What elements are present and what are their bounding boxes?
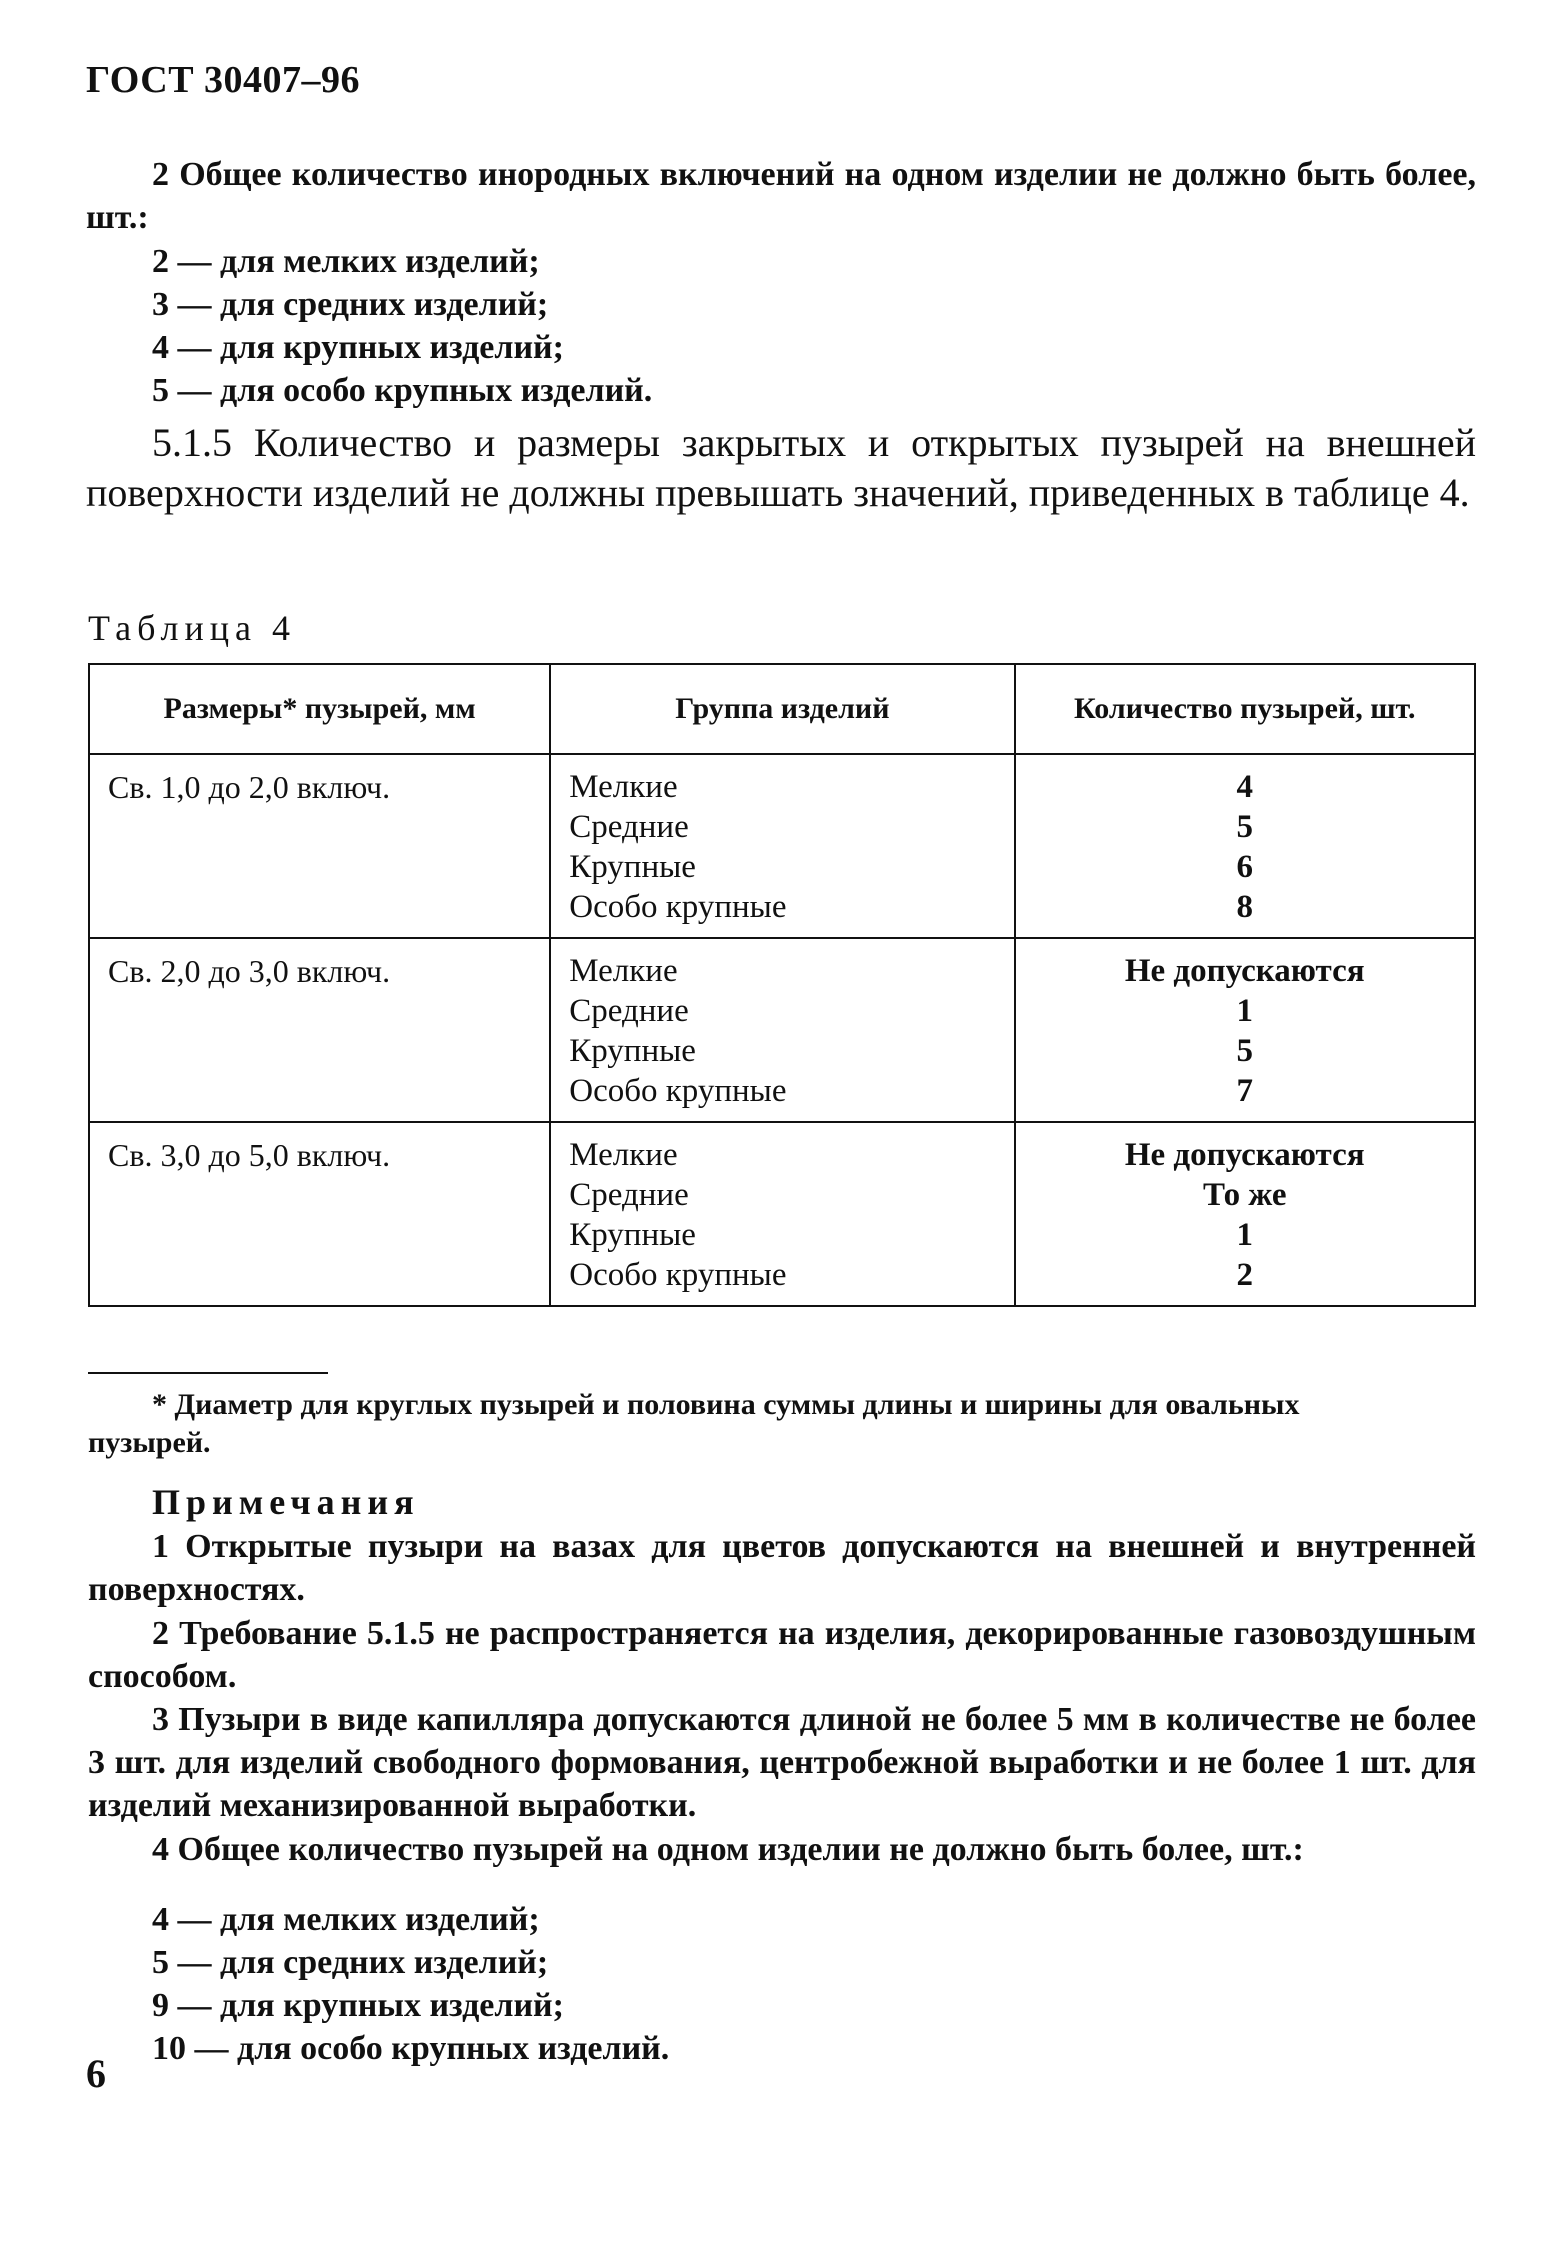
count-item: 8	[1236, 889, 1254, 925]
table-header-row	[89, 664, 1475, 754]
group-item: Мелкие	[569, 1137, 678, 1173]
page-number: 6	[86, 2051, 106, 2096]
note-3	[88, 1698, 1476, 1827]
count-item: 6	[1236, 849, 1254, 885]
count-item: Не допускаются	[1124, 1137, 1365, 1173]
count-cell	[1015, 938, 1475, 1122]
table-row	[89, 1122, 1475, 1306]
size-cell: Св. 1,0 до 2,0 включ.	[89, 754, 550, 938]
count-item: То же	[1203, 1177, 1287, 1213]
footnote-divider	[88, 1372, 328, 1374]
count-item: 2	[1236, 1257, 1254, 1293]
notes-title: Примечания	[152, 1482, 420, 1522]
list-item: 4 — для мелких изделий;	[152, 1901, 540, 1938]
table-row	[89, 754, 1475, 938]
table-row	[89, 938, 1475, 1122]
note-4	[88, 1828, 1476, 1871]
list-item: 10 — для особо крупных изделий.	[152, 2030, 670, 2067]
group-item: Особо крупные	[569, 889, 787, 925]
list-item: 5 — для особо крупных изделий.	[152, 372, 653, 409]
column-header-sizes: Размеры* пузырей, мм	[89, 664, 550, 754]
note-text: 1 Открытые пузыри на вазах для цветов допускаются на внешней и внутренней поверхностях.	[88, 1528, 1476, 1608]
list-item: 4 — для крупных изделий;	[152, 329, 564, 366]
column-header-count: Количество пузырей, шт.	[1015, 664, 1475, 754]
paragraph-inclusions	[86, 153, 1476, 239]
group-item: Мелкие	[569, 769, 678, 805]
size-cell: Св. 3,0 до 5,0 включ.	[89, 1122, 550, 1306]
group-item: Средние	[569, 1177, 689, 1213]
group-cell	[550, 754, 1014, 938]
document-header: ГОСТ 30407–96	[86, 59, 361, 101]
list-item: 9 — для крупных изделий;	[152, 1987, 564, 2024]
group-cell	[550, 1122, 1014, 1306]
inclusions-list	[152, 240, 652, 412]
paragraph-5-1-5	[86, 418, 1476, 518]
table-4	[88, 663, 1476, 1307]
count-cell	[1015, 754, 1475, 938]
list-item: 3 — для средних изделий;	[152, 286, 549, 323]
list-item: 5 — для средних изделий;	[152, 1944, 549, 1981]
table-label: Таблица 4	[88, 608, 296, 648]
note-text: 2 Требование 5.1.5 не распространяется на изделия, декорированные газовоздушным способом.	[88, 1615, 1476, 1695]
bubbles-list	[152, 1898, 669, 2070]
group-item: Средние	[569, 809, 689, 845]
group-item: Крупные	[569, 1217, 696, 1253]
group-item: Особо крупные	[569, 1073, 787, 1109]
count-item: 1	[1236, 993, 1254, 1029]
size-cell: Св. 2,0 до 3,0 включ.	[89, 938, 550, 1122]
group-item: Мелкие	[569, 953, 678, 989]
group-item: Крупные	[569, 1033, 696, 1069]
count-item: 4	[1236, 769, 1254, 805]
group-item: Средние	[569, 993, 689, 1029]
group-item: Крупные	[569, 849, 696, 885]
group-cell	[550, 938, 1014, 1122]
paragraph-inclusions-text: 2 Общее количество инородных включений на одном изделии не должно быть более, шт.:	[86, 156, 1476, 236]
footnote-continuation: пузырей.	[88, 1426, 211, 1459]
count-item: Не допускаются	[1124, 953, 1365, 989]
count-item: 5	[1236, 1033, 1254, 1069]
note-1	[88, 1525, 1476, 1611]
note-text: 3 Пузыри в виде капилляра допускаются длиной не более 5 мм в количестве не более 3 шт. для изделий свободного формования, центробежной выработки и не более 1 шт. для изделий механизированной выработки.	[88, 1701, 1476, 1824]
paragraph-5-1-5-text: 5.1.5 Количество и размеры закрытых и открытых пузырей на внешней поверхности изделий не должны превышать значений, приведенных в таблице 4.	[86, 420, 1476, 515]
count-item: 5	[1236, 809, 1254, 845]
note-2	[88, 1612, 1476, 1698]
footnote: * Диаметр для круглых пузырей и половина суммы длины и ширины для овальных	[152, 1388, 1300, 1421]
count-item: 7	[1236, 1073, 1254, 1109]
group-item: Особо крупные	[569, 1257, 787, 1293]
count-item: 1	[1236, 1217, 1254, 1253]
note-text: 4 Общее количество пузырей на одном изделии не должно быть более, шт.:	[152, 1831, 1304, 1868]
list-item: 2 — для мелких изделий;	[152, 243, 540, 280]
count-cell	[1015, 1122, 1475, 1306]
column-header-group: Группа изделий	[550, 664, 1014, 754]
